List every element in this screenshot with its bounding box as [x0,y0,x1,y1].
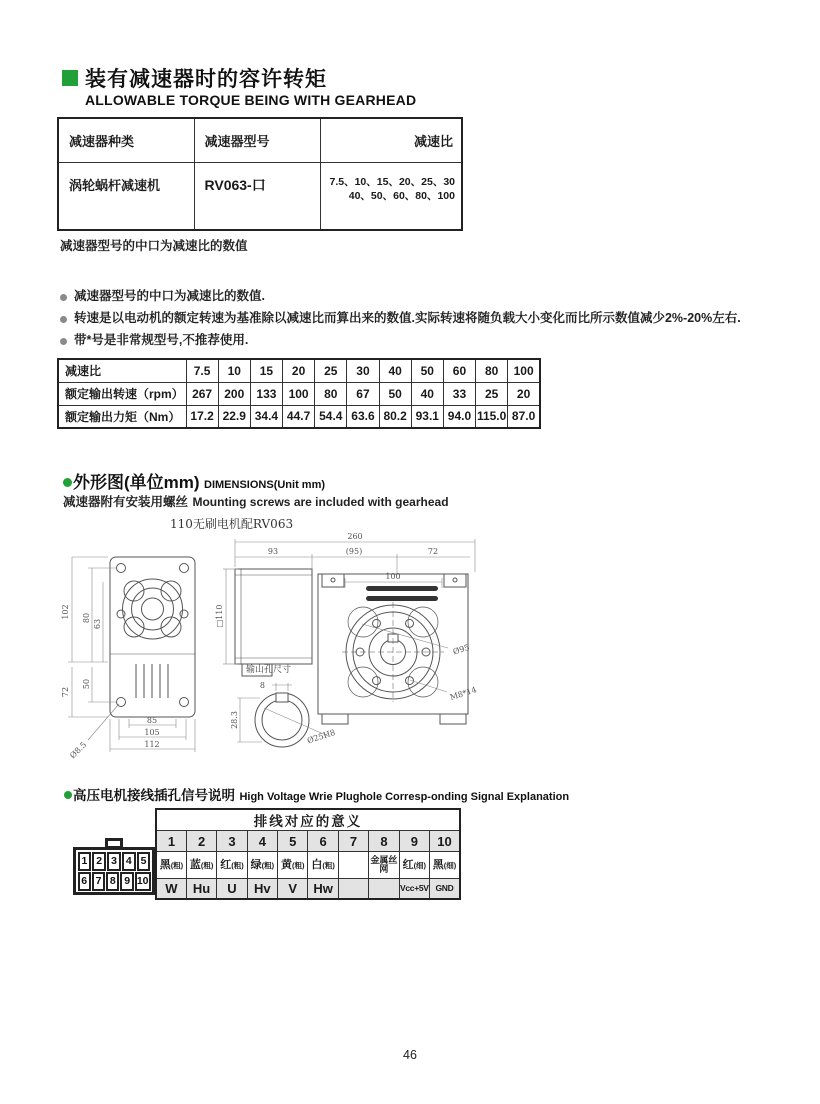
pin-number: 3 [217,831,247,852]
dimensions-section-header [63,468,325,493]
dim-bore-25h8: Ø25H8 [306,727,337,746]
ratio-value: 15 [250,359,282,382]
table-row [156,809,460,831]
table-row [156,852,460,879]
connector-pin: 5 [137,852,151,871]
ratio-output-table [57,358,541,429]
dimensions-subtitle-zh: 减速器附有安装用螺丝 [63,495,189,509]
signal-title-zh: 高压电机接线插孔信号说明 [73,788,235,803]
torque-value: 80.2 [379,405,411,428]
gearhead-header-ratio: 减速比 [320,118,462,162]
dim-flange-dia: Ø95 [451,642,471,657]
speed-value: 267 [186,382,218,405]
gearhead-table-caption: 减速器型号的中口为减速比的数值 [60,239,248,253]
torque-value: 54.4 [315,405,347,428]
signal-table [155,808,461,900]
ratio-value: 40 [379,359,411,382]
speed-value: 50 [379,382,411,405]
wire-color: 红(粗) [217,852,247,879]
dim-63: 63 [93,618,102,630]
wire-color [338,852,368,879]
wire-color: 金属丝网 [369,852,399,879]
dim-95: (95) [345,547,363,556]
signal-name: U [217,879,247,899]
dim-105: 105 [144,728,160,737]
dim-bolt-m8: M8*14 [448,685,478,703]
pin-number: 8 [369,831,399,852]
front-view-dimension-lines [68,557,195,752]
connector-pin: 8 [106,872,119,891]
ratio-value: 50 [411,359,443,382]
note-item [60,333,780,348]
section-bullet-icon [64,791,72,799]
ratio-value: 10 [218,359,250,382]
pin-number: 6 [308,831,338,852]
dim-28-3: 28.3 [230,711,239,729]
connector-pin-row [77,851,151,871]
dim-72-side: 72 [427,547,439,556]
dimensions-subtitle [63,492,449,511]
page-title-en: ALLOWABLE TORQUE BEING WITH GEARHEAD [85,92,417,108]
connector-plug-icon [73,847,155,895]
dim-102: 102 [61,604,70,620]
connector-pin: 10 [135,872,151,891]
ratio-value: 100 [508,359,540,382]
ratio-value: 20 [283,359,315,382]
connector-pin: 1 [78,852,92,871]
signal-name: Hu [186,879,216,899]
connector-pin: 9 [120,872,133,891]
table-row [58,405,540,428]
ratio-value: 7.5 [186,359,218,382]
page-number: 46 [403,1048,417,1062]
dim-260: 260 [347,532,363,541]
pin-number: 2 [186,831,216,852]
dim-112: 112 [144,740,160,749]
shaft-detail-label: 输山孔尺寸 [246,665,292,675]
connector-pin: 2 [92,852,106,871]
connector-pin-row [77,871,151,891]
pin-number: 9 [399,831,429,852]
note-text: 转速是以电动机的额定转速为基准除以减速比而算出来的数值.实际转速将随负载大小变化而比所示数值减少2%-20%左右. [74,311,741,325]
speed-value: 80 [315,382,347,405]
pin-number: 5 [278,831,308,852]
torque-value: 93.1 [411,405,443,428]
bullet-icon [60,338,67,345]
connector-pin: 7 [92,872,105,891]
note-item [60,289,780,304]
ratio-line-1: 7.5、10、15、20、25、30 [329,175,455,188]
speed-value: 133 [250,382,282,405]
torque-value: 34.4 [250,405,282,428]
signal-name: Vcc+5V [399,879,429,899]
signal-name: W [156,879,186,899]
side-view [235,569,468,724]
speed-value: 40 [411,382,443,405]
ratio-value: 30 [347,359,379,382]
ratio-line-2: 40、50、60、80、100 [348,189,455,202]
wire-color: 蓝(粗) [186,852,216,879]
table-row [58,162,462,230]
table-row [156,879,460,899]
dimensions-title-en: DIMENSIONS(Unit mm) [204,479,326,491]
signal-name [338,879,368,899]
wire-color: 黑(粗) [156,852,186,879]
dim-frame-110: □110 [215,604,224,628]
table-row [58,359,540,382]
dim-key-8: 8 [259,681,265,690]
signal-name: V [278,879,308,899]
gearhead-type-cell: 涡轮蜗杆减速机 [58,162,194,230]
table-row [58,382,540,405]
wire-color: 黄(粗) [278,852,308,879]
speed-value: 33 [443,382,475,405]
torque-value: 115.0 [476,405,508,428]
gearhead-header-type: 减速器种类 [58,118,194,162]
signal-name: Hw [308,879,338,899]
signal-name: GND [430,879,460,899]
section-bullet-icon [63,478,72,487]
signal-name: Hv [247,879,277,899]
bullet-icon [60,316,67,323]
signal-table-title: 排线对应的意义 [156,809,460,831]
bullet-icon [60,294,67,301]
pin-number: 7 [338,831,368,852]
pin-number: 1 [156,831,186,852]
torque-value: 63.6 [347,405,379,428]
wire-color: 黑(细) [430,852,460,879]
note-text: 减速器型号的中口为减速比的数值. [74,289,265,303]
note-item [60,311,780,326]
dim-100: 100 [385,572,401,581]
row-label: 减速比 [58,359,186,382]
wire-color: 绿(粗) [247,852,277,879]
dimension-drawing [50,512,500,767]
gearhead-ratio-cell [320,162,462,230]
table-row [156,831,460,852]
torque-value: 17.2 [186,405,218,428]
speed-value: 20 [508,382,540,405]
title-accent-square [62,70,78,86]
front-view [110,557,195,717]
row-label: 额定输出转速（rpm） [58,382,186,405]
dim-50: 50 [82,678,91,690]
ratio-value: 80 [476,359,508,382]
dim-hole-8-5: Ø8.5 [68,740,89,761]
notes-list [60,289,780,355]
dim-80: 80 [82,612,91,624]
dim-85: 85 [146,716,158,725]
torque-value: 94.0 [443,405,475,428]
page-title-zh: 装有减速器时的容许转矩 [85,68,327,91]
speed-value: 67 [347,382,379,405]
pin-number: 10 [430,831,460,852]
torque-value: 87.0 [508,405,540,428]
connector-pin: 4 [122,852,136,871]
ratio-value: 60 [443,359,475,382]
note-text: 带*号是非常规型号,不推荐使用. [74,333,249,347]
wire-color: 红(细) [399,852,429,879]
gearhead-model-cell: RV063-口 [194,162,320,230]
signal-title-en: High Voltage Wrie Plughole Corresp-onding Signal Explanation [239,791,570,803]
shaft-detail [255,693,309,747]
signal-section-header [64,784,569,805]
pin-number: 4 [247,831,277,852]
speed-value: 100 [283,382,315,405]
torque-value: 44.7 [283,405,315,428]
dim-93: 93 [267,547,279,556]
drawing-caption: 110无刷电机配RV063 [170,517,294,531]
table-row [58,118,462,162]
wire-color: 白(粗) [308,852,338,879]
dimensions-subtitle-en: Mounting screws are included with gearhead [192,495,449,509]
speed-value: 25 [476,382,508,405]
row-label: 额定输出力矩（Nm） [58,405,186,428]
speed-value: 200 [218,382,250,405]
torque-value: 22.9 [218,405,250,428]
dim-72: 72 [61,686,70,698]
connector-pin: 3 [107,852,121,871]
ratio-value: 25 [315,359,347,382]
dimensions-title-zh: 外形图(单位mm) [73,473,200,492]
connector-pin: 6 [78,872,91,891]
signal-name [369,879,399,899]
gearhead-header-model: 减速器型号 [194,118,320,162]
gearhead-table [57,117,463,231]
